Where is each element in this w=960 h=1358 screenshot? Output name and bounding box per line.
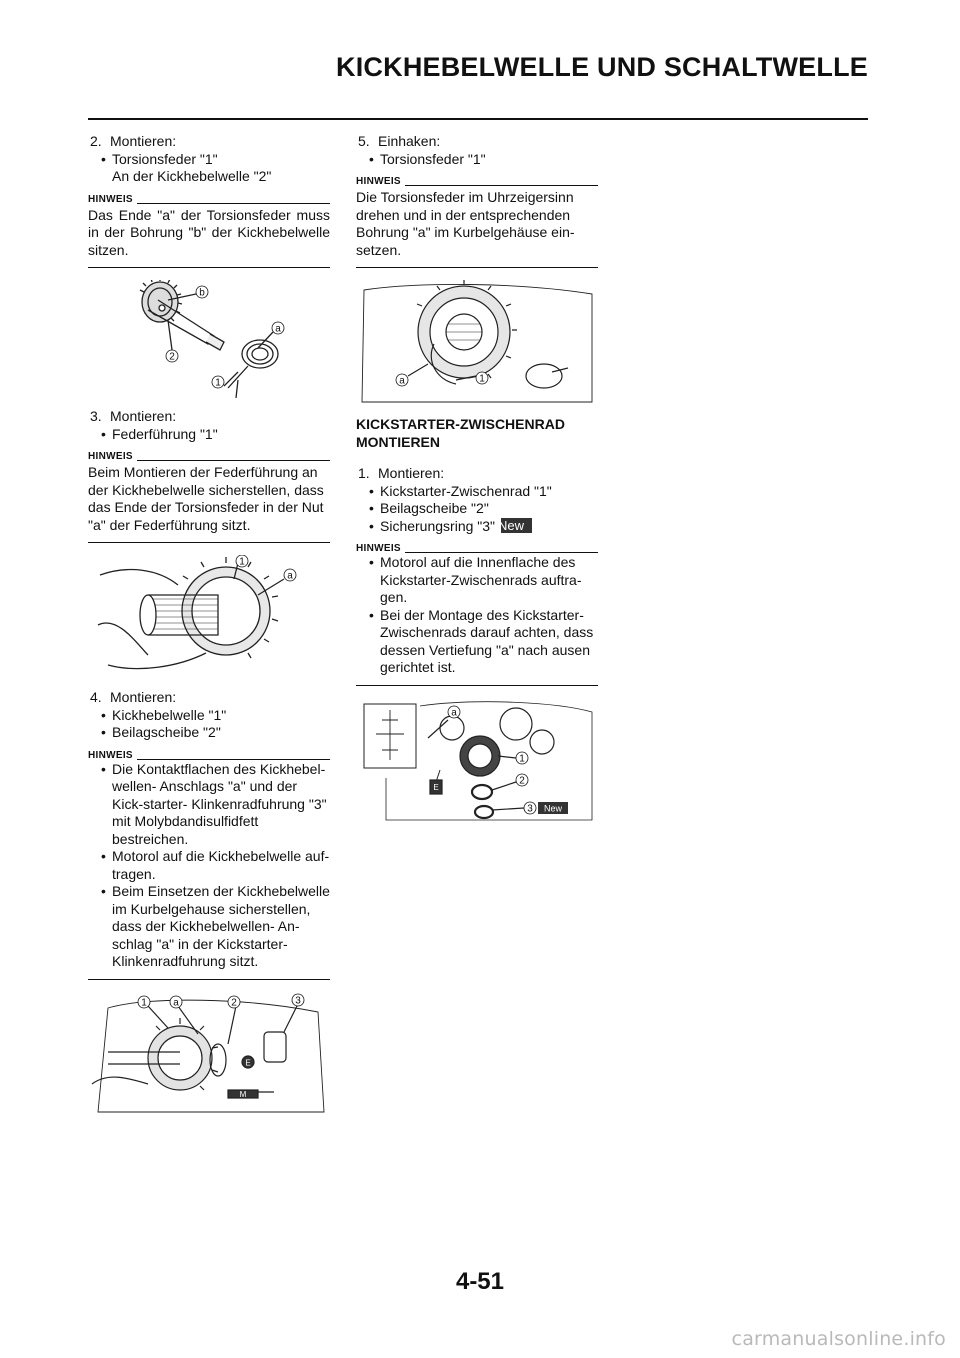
fig2-label-1: 1 <box>239 556 245 568</box>
fig1-label-2: 2 <box>169 351 175 363</box>
figure-spring-guide <box>88 555 330 679</box>
note-1-text: Das Ende "a" der Torsionsfeder muss in der Bohrung "b" der Kickhebelwelle sitzen. <box>88 206 330 258</box>
fig5-label-3: 3 <box>527 803 533 814</box>
note-end-rule <box>356 685 598 686</box>
note-end-rule <box>88 979 330 980</box>
fig1-label-b: b <box>199 287 205 299</box>
step-2: 2. Montieren: <box>90 133 177 149</box>
fig5-label-a: a <box>451 707 457 718</box>
fig1-label-a: a <box>275 323 281 335</box>
step-1: 1. Montieren: <box>358 465 445 481</box>
step-2-bullet: • Torsionsfeder "1" <box>88 151 330 169</box>
section-heading: KICKSTARTER-ZWISCHENRAD MONTIEREN <box>356 416 565 450</box>
left-column <box>88 133 330 1130</box>
note-header: HINWEIS <box>356 543 598 554</box>
figure-hook-spring <box>356 280 598 406</box>
step-3: 3. Montieren: <box>90 408 177 424</box>
note-header: HINWEIS <box>88 194 330 205</box>
step-3-bullet: • Federführung "1" <box>88 426 330 444</box>
note-end-rule <box>88 267 330 268</box>
fig3-label-m: M <box>239 1089 247 1099</box>
note-3-bullet-3: • Beim Einsetzen der Kickhebelwelle im Kurbelgehause sicherstellen, dass der Kickhebelwellen- An-schlag "a" in der Kickstarter-Klinkenradfuhrung sitzt. <box>88 883 330 971</box>
note-2-text: Beim Montieren der Federführung an der Kickhebelwelle sicherstellen, dass das Ende der Torsionsfeder in der Nut "a" der Federführung sitzt. <box>88 464 324 533</box>
fig5-label-1: 1 <box>519 753 525 764</box>
note-4-text: Die Torsionsfeder im Uhrzeigersinn drehen und in der entsprechenden Bohrung "a" im Kurbelgehäuse ein-setzen. <box>356 189 575 258</box>
middle-column <box>356 133 598 834</box>
fig5-label-e: E <box>433 782 439 792</box>
step-4-bullet-2: • Beilagscheibe "2" <box>88 724 330 742</box>
step-1-bullet-2: • Beilagscheibe "2" <box>356 500 598 518</box>
fig5-new-badge: New <box>543 803 563 813</box>
note-end-rule <box>356 267 598 268</box>
figure-torsion-spring <box>88 280 330 398</box>
fig3-label-a: a <box>173 997 179 1008</box>
fig3-label-3: 3 <box>295 995 301 1006</box>
fig4-label-1: 1 <box>479 373 485 385</box>
note-3-bullet-1: • Die Kontaktflachen des Kickhebel-wellen- Anschlags "a" und der Kick-starter- Klinkenradfuhrung "3" mit Molybdandisulfidfett bestreichen. <box>88 761 330 849</box>
note-header: HINWEIS <box>88 750 330 761</box>
step-4: 4. Montieren: <box>90 689 177 705</box>
note-header: HINWEIS <box>356 176 598 187</box>
step-4-bullet-1: • Kickhebelwelle "1" <box>88 707 330 725</box>
fig3-label-1: 1 <box>141 997 147 1008</box>
fig1-label-1: 1 <box>215 377 221 389</box>
fig2-label-a: a <box>287 570 293 582</box>
fig4-label-a: a <box>399 375 405 387</box>
step-2-sub: An der Kickhebelwelle "2" <box>112 168 272 184</box>
page-title: KICKHEBELWELLE UND SCHALTWELLE <box>336 52 868 82</box>
new-badge: New <box>501 518 532 533</box>
step-1-bullet-3: • Sicherungsring "3" New <box>356 518 598 536</box>
page-number: 4-51 <box>455 1268 505 1295</box>
note-3-bullet-2: • Motorol auf die Kickhebelwelle auf-tragen. <box>88 848 330 883</box>
fig5-label-2: 2 <box>519 775 525 786</box>
step-1-bullet-1: • Kickstarter-Zwischenrad "1" <box>356 483 598 501</box>
note-5-bullet-2: • Bei der Montage des Kickstarter-Zwischenrads darauf achten, dass dessen Vertiefung "a" nach ausen gerichtet ist. <box>356 607 598 677</box>
watermark: carmanualsonline.info <box>731 1328 946 1350</box>
fig3-label-2: 2 <box>231 997 237 1008</box>
note-end-rule <box>88 542 330 543</box>
step-5: 5. Einhaken: <box>358 133 441 149</box>
step-5-bullet: • Torsionsfeder "1" <box>356 151 598 169</box>
note-5-bullet-1: • Motorol auf die Innenflache des Kickstarter-Zwischenrads auftra-gen. <box>356 554 598 607</box>
figure-idler-gear <box>356 698 598 824</box>
note-header: HINWEIS <box>88 451 330 462</box>
figure-kick-shaft-install <box>88 992 330 1120</box>
title-rule <box>88 118 868 120</box>
fig3-label-e: E <box>245 1058 251 1067</box>
